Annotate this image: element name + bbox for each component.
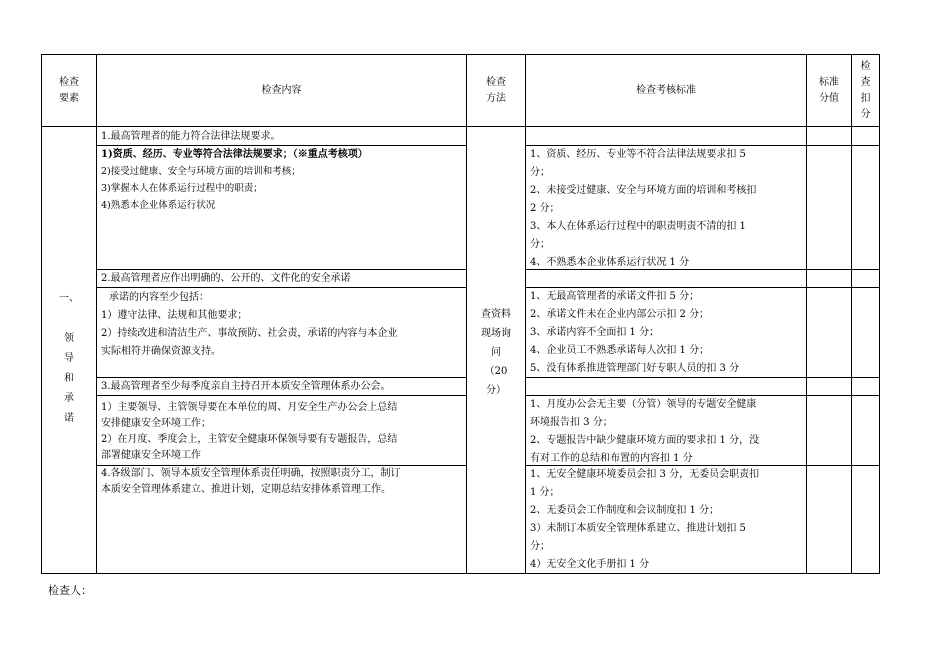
method-text: 查资料 现场询 问 （20 分） <box>481 309 511 396</box>
header-score: 标准 分值 <box>819 76 839 104</box>
row4-standard: 1、无安全健康环境委员会扣 3 分，无委员会职责扣 1 分； 2、无委员会工作制度和会议制度扣 1 分； 3）未制订本质安全管理体系建立、推进计划扣 5 分； 4）无安全文化手册扣 1 分 <box>530 469 760 570</box>
row4-content-body: 4.各级部门、领导本质安全管理体系责任明确，按照职责分工，制订 本质安全管理体系建立、推进计划，定期总结安排体系管理工作。 <box>101 468 401 495</box>
header-deduct: 检 查 扣 分 <box>860 60 871 120</box>
row2-content-title: 2.最高管理者应作出明确的、公开的、文件化的安全承诺 <box>101 273 351 284</box>
header-method: 检查 方法 <box>486 76 506 104</box>
inspector-label: 检查人： <box>48 584 92 597</box>
row3-content-body: 1）主要领导、主管领导要在本单位的周、月安全生产办公会上总结 安排健康安全环境工作； 2）在月度、季度会上，主管安全健康环保领导要有专题报告，总结 部署健康安全环境工作 <box>101 402 398 461</box>
row1-content-title: 1.最高管理者的能力符合法律法规要求。 <box>101 131 281 142</box>
row2-standard: 1、无最高管理者的承诺文件扣 5 分； 2、承诺文件未在企业内部公示扣 2 分； 3、承诺内容不全面扣 1 分； 4、企业员工不熟悉承诺每人次扣 1 分； 5、没有体系推进管理部门好专职人员的扣 3 分 <box>530 291 740 374</box>
header-standard: 检查考核标准 <box>636 84 696 96</box>
row1-content-body: 2)接受过健康、安全与环境方面的培训和考核； 3)掌握本人在体系运行过程中的职责； 4)熟悉本企业体系运行状况 <box>101 166 301 211</box>
element-name: 一、 领 导 和 承 诺 <box>59 293 79 424</box>
row1-standard: 1、资质、经历、专业等不符合法律法规要求扣 5 分； 2、未接受过健康、安全与环境方面的培训和考核扣 2 分； 3、本人在体系运行过程中的职责明责不清的扣 1 分； 4、不熟悉本企业体系运行状况 1 分 <box>530 149 757 268</box>
row2-content-body: 承诺的内容至少包括： 1）遵守法律、法规和其他要求； 2）持续改进和清洁生产、事故预防、社会责，承诺的内容与本企业 实际相符并确保资源支持。 <box>101 292 398 357</box>
row1-content-bold: 1)资质、经历、专业等符合法律法规要求；（※重点考核项） <box>101 149 368 160</box>
row3-standard: 1、月度办公会无主要（分管）领导的专题安全健康 环境报告扣 3 分； 2、专题报告中缺少健康环境方面的要求扣 1 分，没 有对工作的总结和布置的内容扣 1 分 <box>530 399 760 464</box>
header-element: 检查 要素 <box>59 76 79 104</box>
row3-content-title: 3.最高管理者至少每季度亲自主持召开本质安全管理体系办公会。 <box>101 381 391 392</box>
header-content: 检查内容 <box>261 84 302 96</box>
